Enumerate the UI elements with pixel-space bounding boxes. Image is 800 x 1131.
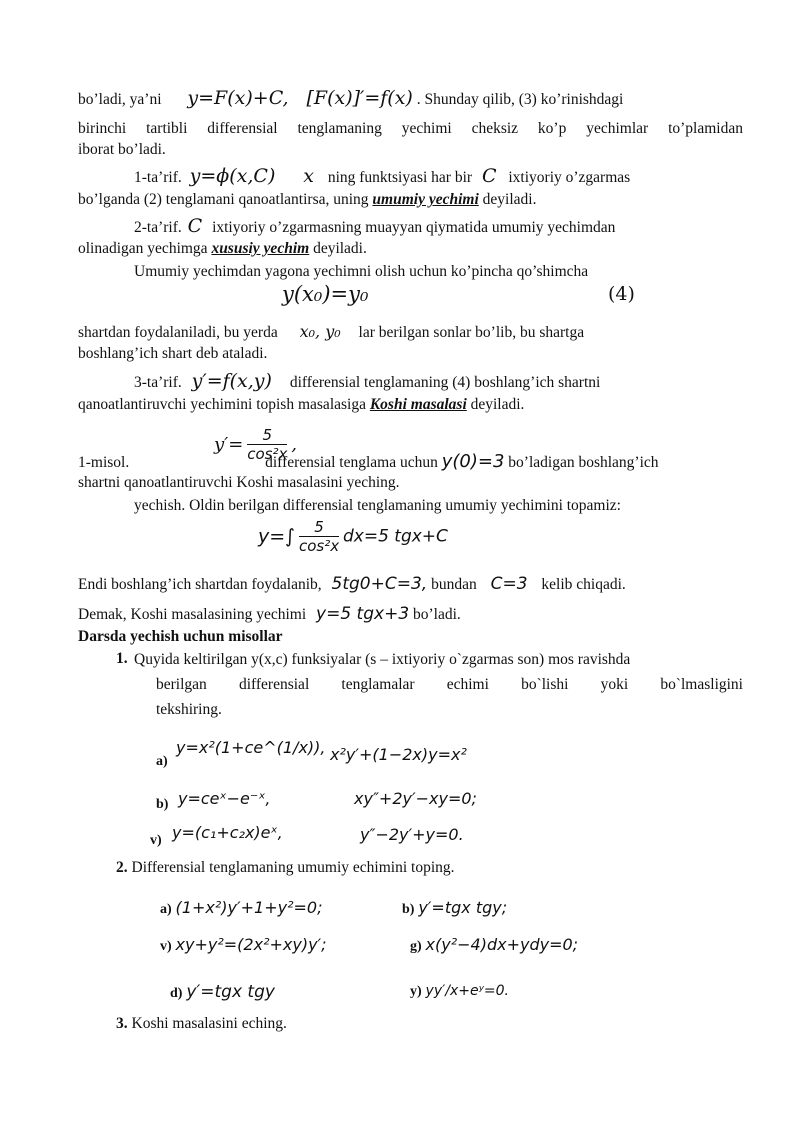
item-label: v) xyxy=(150,833,162,848)
fraction-numerator: 5 xyxy=(247,426,287,445)
task-2-item xyxy=(160,898,322,918)
definition-line xyxy=(134,371,743,393)
definition-label: 2-ta’rif. xyxy=(134,219,182,236)
text: differensial tenglamaning (4) boshlang’ich shartni xyxy=(289,374,601,391)
integral-formula xyxy=(258,518,448,555)
definition-line xyxy=(134,166,743,188)
fraction xyxy=(299,518,339,555)
item-label: b) xyxy=(402,902,415,917)
item-label: d) xyxy=(170,986,183,1001)
text: deyiladi. xyxy=(482,191,537,208)
paragraph-line: boshlang’ich shart deb ataladi. xyxy=(78,345,268,362)
formula: [F(x)]′=f(x) xyxy=(306,87,413,109)
example-line xyxy=(78,574,743,595)
task-1-item-function: y=(c₁+c₂x)eˣ, xyxy=(172,823,283,842)
text: kelib chiqadi. xyxy=(541,576,626,593)
item-label: v) xyxy=(160,939,172,954)
task-1-line: Quyida keltirilgan y(x,c) funksiyalar (s – ixtiyoriy o`zgarmas son) mos ravishda xyxy=(134,651,631,668)
example-line xyxy=(78,452,743,473)
task-1-item xyxy=(156,795,168,813)
task-number xyxy=(116,650,128,668)
text: deyiladi. xyxy=(470,396,525,413)
punctuation: , xyxy=(291,434,297,455)
item-equation: y′=tgx tgy; xyxy=(418,898,508,917)
text: deyiladi. xyxy=(313,240,367,257)
formula: y=∫ xyxy=(258,525,296,548)
item-label: y) xyxy=(410,984,422,999)
text: qanoatlantiruvchi yechimini topish masalasiga xyxy=(78,396,366,413)
item-equation: yy′/x+eʸ=0. xyxy=(425,983,509,999)
item-equation: y′=tgx tgy xyxy=(186,982,275,1002)
item-label: g) xyxy=(410,939,422,954)
item-label: a) xyxy=(156,754,168,769)
definition-line xyxy=(78,395,743,415)
text: Endi boshlang’ich shartdan foydalanib, xyxy=(78,576,322,593)
task-3-number: 3. xyxy=(116,1015,128,1032)
example-label: 1-misol. xyxy=(78,454,130,471)
fraction-numerator: 5 xyxy=(299,518,339,537)
task-2-item xyxy=(402,898,507,918)
item-label: a) xyxy=(160,902,172,917)
task-1-item-function: y=ceˣ−e⁻ˣ, xyxy=(178,789,271,808)
text: . Shunday qilib, (3) ko’rinishdagi xyxy=(416,91,624,108)
term-cauchy-problem: Koshi masalasi xyxy=(369,396,467,413)
task-1-item-function: y=x²(1+ce^(1/x)), xyxy=(176,738,326,757)
definition-label: 3-ta’rif. xyxy=(134,374,182,391)
formula: y=F(x)+C, xyxy=(187,87,289,109)
variable: C xyxy=(187,215,203,237)
text: Demak, Koshi masalasining yechimi xyxy=(78,606,307,623)
task-1-line: tekshiring. xyxy=(156,701,222,718)
formula: 5tg0+C=3, xyxy=(331,574,428,594)
formula: x₀, y₀ xyxy=(299,322,341,341)
task-2-text: Differensial tenglamaning umumiy echimini toping. xyxy=(131,859,455,876)
equation-number: (4) xyxy=(608,283,635,305)
task-1-line: berilgan differensial tenglamalar echimi bo`lishi yoki bo`lmasligini xyxy=(156,676,743,693)
task-1-item xyxy=(156,752,168,770)
paragraph-line: birinchi tartibli differensial tenglamaning yechimi cheksiz ko’p yechimlar to’plamidan xyxy=(78,120,743,137)
example-line xyxy=(78,604,743,625)
task-2-item xyxy=(160,935,327,955)
task-2-item xyxy=(170,982,275,1002)
term-general-solution: umumiy yechimi xyxy=(372,191,479,208)
variable: x xyxy=(303,165,314,187)
task-3-text: Koshi masalasini eching. xyxy=(131,1015,287,1032)
task-1-item xyxy=(150,831,162,849)
task-2-item xyxy=(410,935,578,955)
fraction-denominator: cos²x xyxy=(298,537,340,555)
task-2-line xyxy=(116,858,743,878)
definition-line xyxy=(78,239,743,259)
paragraph-line xyxy=(78,88,743,110)
item-equation: (1+x²)y′+1+y²=0; xyxy=(175,898,323,917)
text: ning funktsiyasi har bir xyxy=(327,169,473,186)
definition-line xyxy=(78,190,743,210)
text: bo’ladi. xyxy=(413,606,461,623)
text: bo’lganda (2) tenglamani qanoatlantirsa, uning xyxy=(78,191,369,208)
definition-line xyxy=(134,216,743,238)
task-3-line xyxy=(116,1014,743,1034)
formula: C=3 xyxy=(490,574,528,594)
text: bo’ladigan boshlang’ich xyxy=(508,454,659,471)
text: differensial tenglama uchun xyxy=(265,454,438,471)
formula: dx=5 tgx+C xyxy=(342,526,448,547)
item-equation: x(y²−4)dx+ydy=0; xyxy=(425,935,579,954)
term-particular-solution: xususiy yechim xyxy=(211,240,310,257)
task-1-number: 1. xyxy=(116,650,128,667)
item-equation: xy+y²=(2x²+xy)y′; xyxy=(175,935,327,954)
task-1-item-equation: y″−2y′+y=0. xyxy=(360,825,464,844)
text: olinadigan yechimga xyxy=(78,240,208,257)
task-1-item-equation: xy″+2y′−xy=0; xyxy=(354,789,477,808)
formula: y(0)=3 xyxy=(441,451,505,472)
text: bo’ladi, ya’ni xyxy=(78,91,162,108)
fraction-denominator: cos²x xyxy=(247,445,288,463)
formula: y=ϕ(x,C) xyxy=(189,165,276,187)
paragraph-line xyxy=(78,322,743,343)
text: ixtiyoriy o’zgarmasning muayyan qiymatida umumiy yechimdan xyxy=(212,219,616,236)
task-1-item-equation: x²y′+(1−2x)y=x² xyxy=(330,745,467,764)
task-2-item xyxy=(410,982,509,1000)
formula: y′= xyxy=(214,434,244,455)
item-label: b) xyxy=(156,797,169,812)
example-line: shartni qanoatlantiruvchi Koshi masalasini yeching. xyxy=(78,474,400,491)
formula: y=5 tgx+3 xyxy=(316,604,410,624)
text: lar berilgan sonlar bo’lib, bu shartga xyxy=(358,324,585,341)
initial-condition-formula: y(x₀)=y₀ xyxy=(282,282,369,306)
task-2-number: 2. xyxy=(116,859,128,876)
variable: C xyxy=(481,165,497,187)
text: bundan xyxy=(431,576,477,593)
paragraph-line: iborat bo’ladi. xyxy=(78,141,166,158)
formula: y′=f(x,y) xyxy=(191,370,272,392)
section-heading: Darsda yechish uchun misollar xyxy=(78,628,283,645)
example-line: yechish. Oldin berilgan differensial tenglamaning umumiy yechimini topamiz: xyxy=(134,497,621,514)
definition-label: 1-ta’rif. xyxy=(134,169,182,186)
text: ixtiyoriy o’zgarmas xyxy=(508,169,631,186)
text: shartdan foydalaniladi, bu yerda xyxy=(78,324,278,341)
paragraph-line: Umumiy yechimdan yagona yechimni olish uchun ko’pincha qo’shimcha xyxy=(134,263,589,280)
